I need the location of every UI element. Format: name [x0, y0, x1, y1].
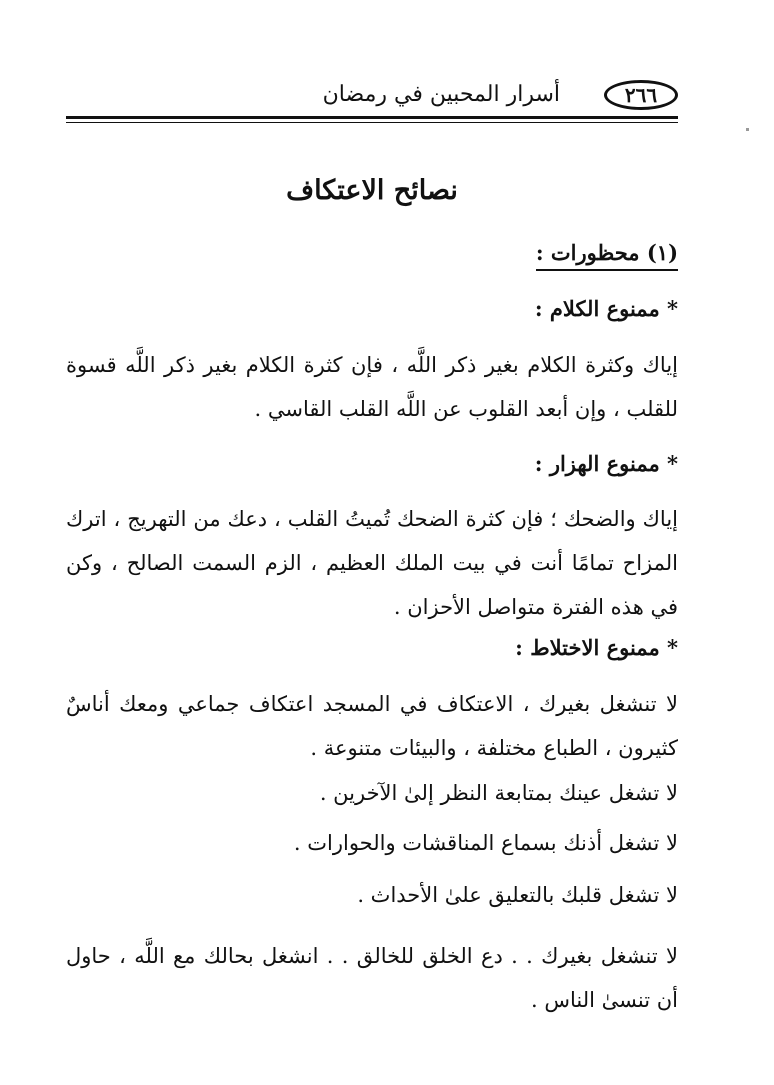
running-title: أسرار المحبين في رمضان — [322, 82, 560, 107]
item-text-joking: إياك والضحك ؛ فإن كثرة الضحك تُميتُ القلب ، دعك من التهريج ، اترك المزاح تمامًا أنت في بيت الملك العظيم ، الزم السمت الصالح ، وكن في هذه الفترة متواصل الأحزان . — [66, 507, 678, 619]
item-text-speech: إياك وكثرة الكلام بغير ذكر اللَّه ، فإن كثرة الكلام بغير ذكر اللَّه قسوة للقلب ، وإن أبعد القلوب عن اللَّه القلب القاسي . — [66, 353, 678, 421]
header-rule-thick — [66, 116, 678, 119]
section-heading — [536, 240, 678, 265]
advice-line-eyes: لا تشغل عينك بمتابعة النظر إلىٰ الآخرين . — [319, 781, 678, 805]
section-heading-label: (١) محظورات : — [536, 240, 678, 271]
header-rule-thin — [66, 122, 678, 123]
closing-paragraph: لا تنشغل بغيرك . . دع الخلق للخالق . . انشغل بحالك مع اللَّه ، حاول أن تنسىٰ الناس . — [66, 944, 678, 1012]
item-heading-speech: * ممنوع الكلام : — [534, 296, 678, 321]
page-content — [66, 175, 678, 1012]
advice-line-heart: لا تشغل قلبك بالتعليق علىٰ الأحداث . — [357, 883, 678, 907]
item-text-mixing: لا تنشغل بغيرك ، الاعتكاف في المسجد اعتكاف جماعي ومعك أناسٌ كثيرون ، الطباع مختلفة ، والبيئات متنوعة . — [66, 692, 678, 760]
advice-line-ears: لا تشغل أذنك بسماع المناقشات والحوارات . — [293, 831, 678, 855]
page-number: ٢٦٦ — [604, 80, 678, 110]
item-heading-mixing: * ممنوع الاختلاط : — [515, 635, 678, 660]
chapter-title: نصائح الاعتكاف — [286, 175, 458, 206]
scan-speck — [746, 128, 749, 131]
item-heading-joking: * ممنوع الهزار : — [534, 451, 678, 476]
page-header — [66, 76, 678, 122]
